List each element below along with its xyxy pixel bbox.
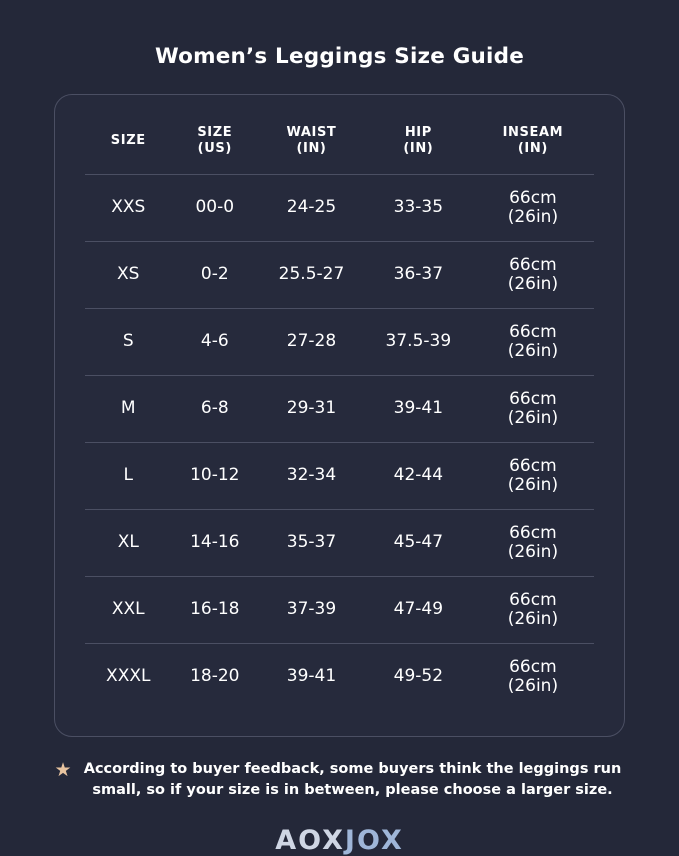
column-header-waist (258, 117, 365, 174)
cell-inseam-in: (26in) (507, 273, 559, 294)
cell-size-us: 10-12 (190, 465, 240, 486)
cell-inseam (472, 308, 594, 375)
column-header-hip-line1: HIP (404, 125, 432, 140)
cell-hip: 49-52 (393, 666, 444, 687)
cell-size: XXL (111, 599, 145, 620)
cell-inseam-cm: 66cm (509, 522, 557, 543)
column-header-hip-line2: (IN) (403, 141, 434, 157)
cell-inseam-cm: 66cm (509, 455, 557, 476)
cell-inseam (472, 375, 594, 442)
cell-waist: 27-28 (286, 331, 337, 352)
cell-hip: 39-41 (393, 398, 444, 419)
column-header-waist-line1: WAIST (286, 125, 337, 140)
column-header-hip (365, 117, 472, 174)
table-row (85, 308, 594, 375)
cell-inseam (472, 576, 594, 643)
brand-logo-part2: JOX (344, 825, 404, 856)
cell-inseam-in: (26in) (507, 608, 559, 629)
cell-inseam-in: (26in) (507, 675, 559, 696)
table-row (85, 643, 594, 710)
size-table (85, 117, 594, 710)
cell-waist: 35-37 (286, 532, 337, 553)
table-row (85, 241, 594, 308)
cell-size-us: 0-2 (200, 264, 229, 285)
cell-inseam-cm: 66cm (509, 388, 557, 409)
cell-hip: 42-44 (393, 465, 444, 486)
cell-size-us: 4-6 (200, 331, 229, 352)
table-row (85, 174, 594, 241)
cell-inseam (472, 241, 594, 308)
cell-inseam (472, 174, 594, 241)
cell-inseam-cm: 66cm (509, 254, 557, 275)
cell-inseam-in: (26in) (507, 206, 559, 227)
column-header-waist-line2: (IN) (296, 141, 327, 157)
cell-inseam-in: (26in) (507, 407, 559, 428)
cell-size-us: 16-18 (190, 599, 240, 620)
cell-size: L (123, 465, 133, 486)
cell-waist: 37-39 (286, 599, 337, 620)
cell-waist: 24-25 (286, 197, 337, 218)
star-icon: ★ (54, 759, 72, 781)
table-row (85, 576, 594, 643)
cell-size-us: 14-16 (190, 532, 240, 553)
cell-inseam-cm: 66cm (509, 589, 557, 610)
cell-size-us: 00-0 (195, 197, 235, 218)
table-body (85, 174, 594, 710)
column-header-size-us-line2: (US) (197, 141, 232, 157)
cell-size-us: 18-20 (190, 666, 240, 687)
table-row (85, 509, 594, 576)
column-header-inseam-line2: (IN) (517, 141, 548, 157)
table-header (85, 117, 594, 174)
cell-hip: 47-49 (393, 599, 444, 620)
cell-hip: 37.5-39 (385, 331, 452, 352)
cell-waist: 32-34 (286, 465, 337, 486)
cell-inseam (472, 643, 594, 710)
table-row (85, 375, 594, 442)
table-header-row (85, 117, 594, 174)
cell-inseam-cm: 66cm (509, 321, 557, 342)
column-header-inseam (472, 117, 594, 174)
cell-inseam-cm: 66cm (509, 656, 557, 677)
brand-logo (275, 825, 404, 856)
page-title: Women’s Leggings Size Guide (155, 44, 524, 69)
column-header-size-us-line1: SIZE (197, 125, 233, 140)
cell-size: M (120, 398, 136, 419)
column-header-size-us (172, 117, 259, 174)
cell-size-us: 6-8 (200, 398, 229, 419)
cell-size: XXS (111, 197, 146, 218)
cell-inseam-in: (26in) (507, 474, 559, 495)
cell-inseam-in: (26in) (507, 340, 559, 361)
table-row (85, 442, 594, 509)
column-header-inseam-line1: INSEAM (502, 125, 564, 140)
cell-hip: 33-35 (393, 197, 444, 218)
column-header-size-line1: SIZE (110, 133, 146, 149)
cell-size: XS (117, 264, 140, 285)
cell-size: S (122, 331, 134, 352)
cell-waist: 25.5-27 (278, 264, 345, 285)
cell-waist: 39-41 (286, 666, 337, 687)
cell-hip: 36-37 (393, 264, 444, 285)
buyer-feedback-note-text: According to buyer feedback, some buyers think the leggings run small, so if your size is in between, please choose a larger size. (83, 761, 622, 799)
cell-waist: 29-31 (286, 398, 337, 419)
cell-hip: 45-47 (393, 532, 444, 553)
cell-size: XL (117, 532, 139, 553)
cell-size: XXXL (106, 666, 151, 687)
cell-inseam-in: (26in) (507, 541, 559, 562)
column-header-size (85, 117, 172, 174)
cell-inseam (472, 509, 594, 576)
brand-logo-part1: AOX (275, 825, 345, 856)
buyer-feedback-note (45, 759, 635, 801)
cell-inseam-cm: 66cm (509, 187, 557, 208)
cell-inseam (472, 442, 594, 509)
size-table-card (54, 94, 625, 737)
